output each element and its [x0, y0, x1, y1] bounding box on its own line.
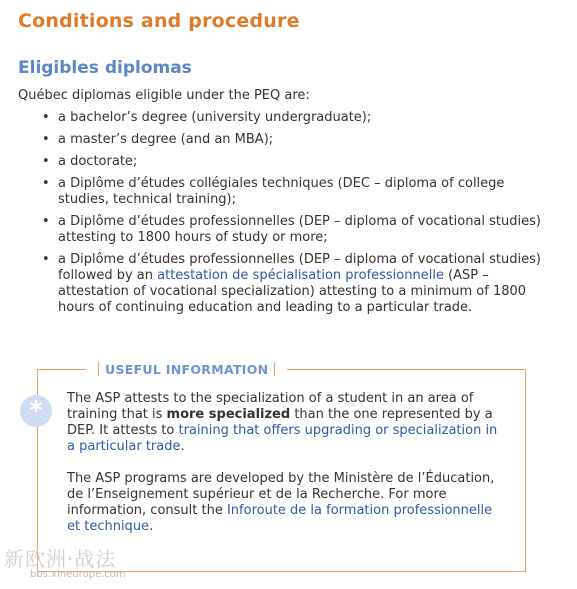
info-paragraph-2: The ASP programs are developed by the Ministère de l’Éducation, de l’Enseignement supérieur et de la Recherche. For more information, consult the Inforoute de la formation professionnelle et technique. [67, 471, 495, 534]
intro-text: Québec diplomas eligible under the PEQ are: [18, 88, 310, 103]
asp-link[interactable]: attestation de spécialisation professionnelle [157, 268, 444, 283]
info-box-header [86, 360, 287, 378]
watermark-url: bbs.xineurope.com [30, 569, 126, 580]
training-link[interactable]: training that offers upgrading or specialization in a particular trade [67, 423, 498, 454]
list-item: • a Diplôme d’études professionnelles (DEP – diploma of vocational studies) followed by an attestation de spécialisation professionnelle (ASP – attestation of vocational specialization) attesting to a minimum of 1800 hours of continuing education and leading to a particular trade. [42, 252, 541, 315]
diploma-list [24, 110, 552, 322]
section-heading: Eligibles diplomas [18, 58, 192, 78]
bullet-icon: • [42, 132, 50, 147]
bullet-icon: • [42, 154, 50, 169]
divider [98, 362, 99, 376]
divider [274, 362, 275, 376]
bullet-icon: • [42, 252, 50, 267]
bullet-icon: • [42, 214, 50, 229]
page-title: Conditions and procedure [18, 10, 300, 32]
watermark: 新欧洲·战法 [4, 547, 117, 571]
list-item: • a Diplôme d’études professionnelles (DEP – diploma of vocational studies) attesting to 1800 hours of study or more; [42, 214, 541, 245]
info-paragraph-1: The ASP attests to the specialization of a student in an area of training that is more specialized than the one represented by a DEP. It attests to training that offers upgrading or specialization in a particular trade. [67, 391, 498, 454]
bullet-icon: • [42, 110, 50, 125]
list-item: • a doctorate; [42, 154, 138, 169]
bullet-icon: • [42, 176, 50, 191]
list-item: • a bachelor’s degree (university undergraduate); [42, 110, 372, 125]
inforoute-link[interactable]: Inforoute de la formation professionnelle et technique [67, 503, 493, 534]
asterisk-icon: * [20, 395, 52, 427]
list-item: • a master’s degree (and an MBA); [42, 132, 274, 147]
list-item: • a Diplôme d’études collégiales techniques (DEC – diploma of college studies, technical training); [42, 176, 505, 207]
info-box-title: USEFUL INFORMATION [105, 361, 269, 377]
